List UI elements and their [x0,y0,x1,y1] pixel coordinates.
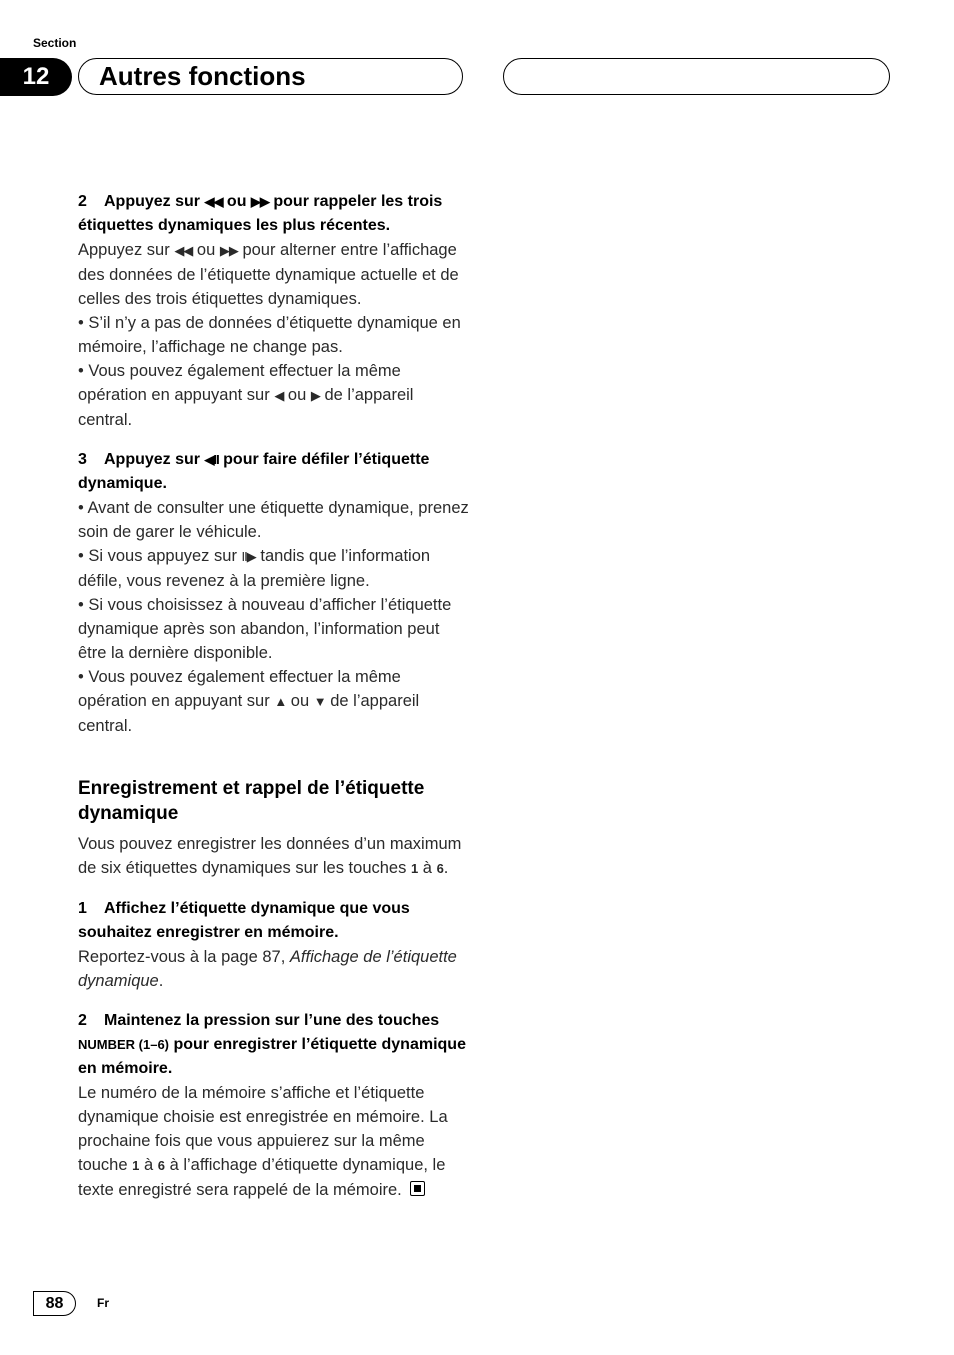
pause-right-icon: II▶ [241,549,256,564]
right-arrow-icon: ▶ [310,388,320,403]
rewind-icon: ◀◀ [174,243,193,258]
body-text: à l’affichage d’étiquette dynamique, le texte enregistré sera rappelé de la mémoire. [78,1156,446,1199]
step-text: Appuyez sur [104,451,201,468]
forward-icon: ▶▶ [250,194,269,209]
body-text: tandis que l’information défile, vous revenez à la première ligne. [78,547,431,590]
step-2-body [78,238,470,311]
key-1: 1 [132,1158,140,1173]
section-number-badge: 12 [0,58,72,96]
step-text: Appuyez sur [104,193,201,210]
body-text: Vous pouvez enregistrer les données d’un maximum de six étiquettes dynamiques sur les touches [78,835,462,877]
body-text: . [443,859,449,877]
step-text: ou [226,193,247,210]
body-text: • Si vous appuyez sur [78,547,237,565]
key-6: 6 [436,861,444,876]
step-number: 2 [78,1012,87,1029]
number-key-label: NUMBER (1–6) [78,1037,170,1052]
section-label: Section [33,36,77,50]
left-arrow-icon: ◀ [274,388,284,403]
forward-icon: ▶▶ [219,243,238,258]
bullet [78,544,470,593]
subsection-title: Enregistrement et rappel de l’étiquette dynamique [78,778,425,824]
right-header-frame [503,58,890,95]
body-text: • Vous pouvez également effectuer la même opération en appuyant sur [78,668,401,710]
page-number: 88 [33,1291,76,1316]
key-1: 1 [410,861,419,876]
body-text: ou [287,386,307,404]
body-text: de l’appareil central. [78,386,414,429]
body-text: à [143,1156,154,1174]
step-text: Affichez l’étiquette dynamique que vous souhaitez enregistrer en mémoire. [78,900,410,941]
step-text: pour enregistrer l’étiquette dynamique en mémoire. [78,1036,466,1077]
rewind-icon: ◀◀ [204,194,223,209]
bullet [78,665,470,738]
bullet: • Avant de consulter une étiquette dynamique, prenez soin de garer le véhicule. [78,499,469,541]
language-label: Fr [97,1296,109,1310]
subsection-intro [78,832,470,881]
step-number: 1 [78,900,87,917]
body-text: ou [290,692,310,710]
bullet: • Si vous choisissez à nouveau d’afficher l’étiquette dynamique après son abandon, l’information peut être la dernière disponible. [78,596,452,662]
step-text: Maintenez la pression sur l’une des touches [104,1012,440,1029]
body-text: ou [196,241,216,259]
page-reference: Affichage de l’étiquette dynamique [78,948,457,990]
body-text: Appuyez sur [78,241,170,259]
end-of-section-icon [410,1181,425,1196]
body-text: pour alterner entre l’affichage des données de l’étiquette dynamique actuelle et de celles des trois étiquettes dynamiques. [78,241,459,308]
step-3-heading [78,448,470,496]
step-1-heading [78,897,470,945]
up-arrow-icon: ▲ [274,694,287,709]
body-text: . [158,972,164,990]
step-text: pour rappeler les trois étiquettes dynamiques les plus récentes. [78,193,443,234]
title-frame [78,58,463,95]
key-6: 6 [157,1158,165,1173]
step-2b-heading [78,1009,470,1081]
pause-left-icon: ◀II [204,452,219,467]
step-text: pour faire défiler l’étiquette dynamique. [78,451,430,492]
body-text: à [422,859,432,877]
page-title: Autres fonctions [99,61,306,91]
step-number: 2 [78,193,87,210]
down-arrow-icon: ▼ [313,694,326,709]
step-1-body [78,945,470,993]
step-2-heading [78,190,470,238]
bullet [78,359,470,432]
main-column [78,190,470,1202]
body-text: • Vous pouvez également effectuer la même opération en appuyant sur [78,362,401,404]
body-text: Le numéro de la mémoire s’affiche et l’étiquette dynamique choisie est enregistrée en mémoire. La prochaine fois que vous appuierez sur la même touche [78,1084,448,1174]
bullet: • S’il n’y a pas de données d’étiquette dynamique en mémoire, l’affichage ne change pas. [78,314,461,356]
body-text: de l’appareil central. [78,692,420,735]
body-text: Reportez-vous à la page 87, [78,948,286,966]
step-number: 3 [78,451,87,468]
step-2b-body [78,1081,470,1202]
